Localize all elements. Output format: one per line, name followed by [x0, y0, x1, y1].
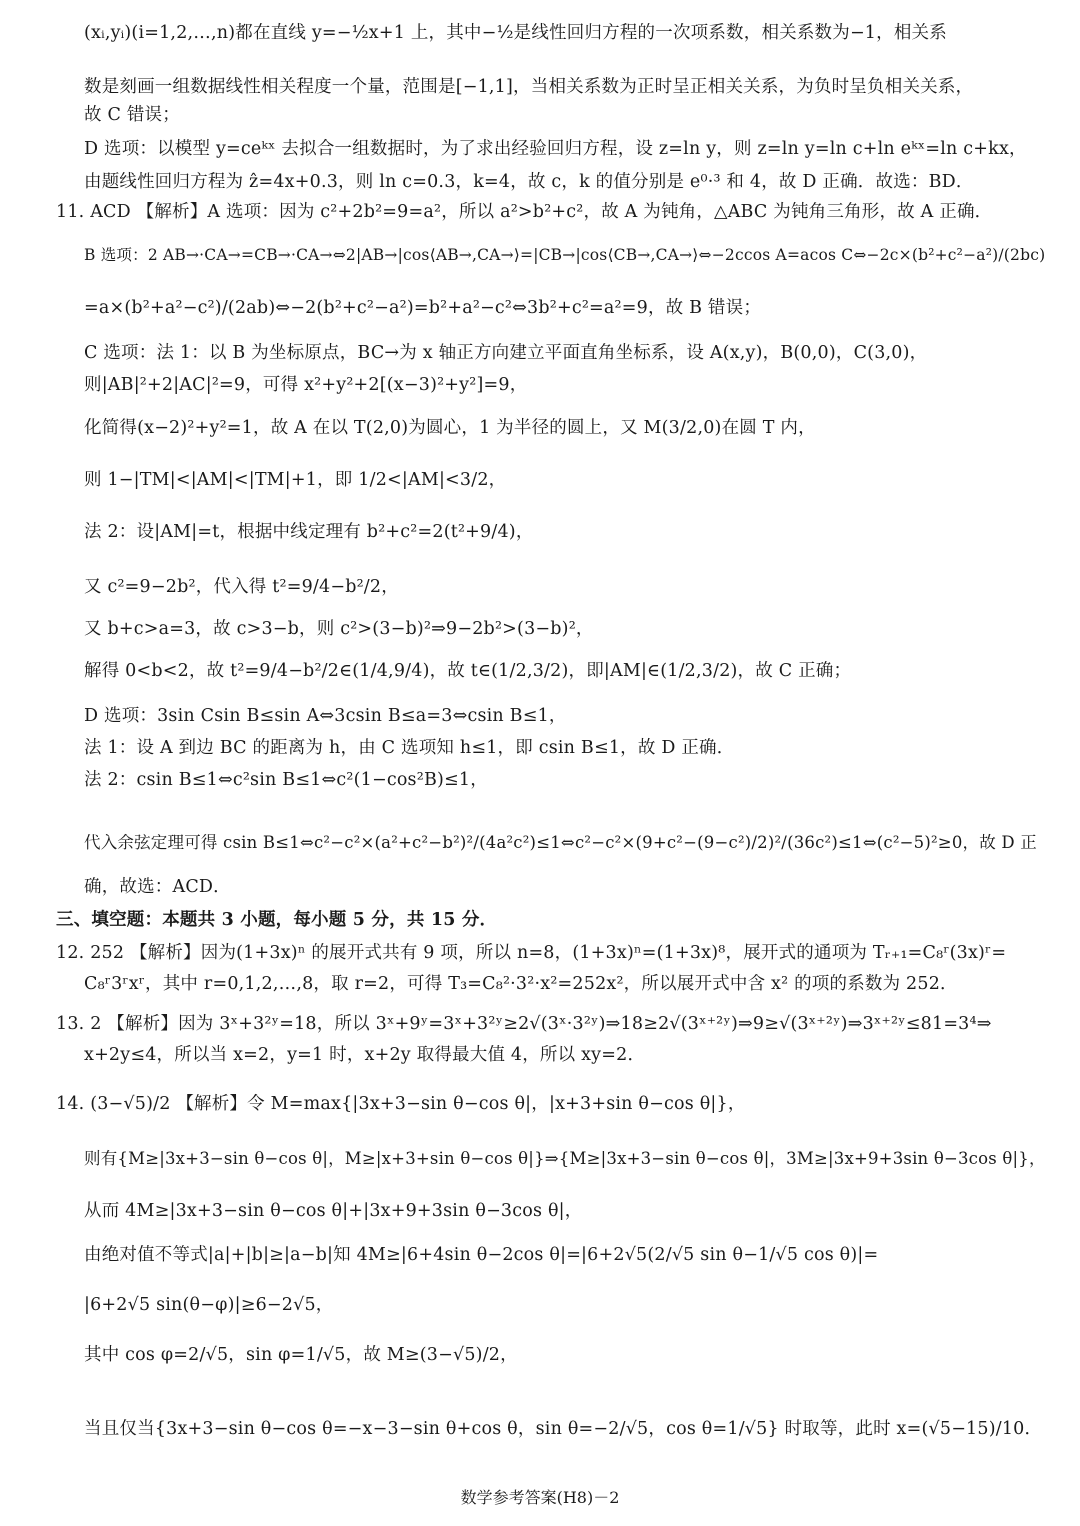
text-line: 化简得(x−2)²+y²=1，故 A 在以 T(2,0)为圆心，1 为半径的圆上，又 M(3/2,0)在圆 T 内， [84, 418, 816, 438]
text-line: 则 1−|TM|<|AM|<|TM|+1，即 1/2<|AM|<3/2， [84, 470, 507, 490]
text-line: 故 C 错误； [84, 105, 180, 125]
text-line: 数是刻画一组数据线性相关程度一个量，范围是[−1,1]，当相关系数为正时呈正相关关系，为负时呈负相关关系， [84, 77, 974, 97]
text-line: 13. 2 【解析】因为 3ˣ+3²ʸ=18，所以 3ˣ+9ʸ=3ˣ+3²ʸ≥2√(3ˣ·3²ʸ)⇒18≥2√(3ˣ⁺²ʸ)⇒9≥√(3ˣ⁺²ʸ)⇒3ˣ⁺²ʸ≤81=3⁴⇒ [56, 1014, 992, 1034]
text-line: 确，故选：ACD． [84, 877, 231, 897]
text-line: |6+2√5 sin(θ−φ)|≥6−2√5， [84, 1295, 334, 1315]
text-line: 解得 0<b<2，故 t²=9/4−b²/2∈(1/4,9/4)，故 t∈(1/2,3/2)，即|AM|∈(1/2,3/2)，故 C 正确； [84, 661, 852, 681]
text-line: 当且仅当{3x+3−sin θ−cos θ=−x−3−sin θ+cos θ，sin θ=−2/√5，cos θ=1/√5} 时取等，此时 x=(√5−15)/10． [84, 1419, 1043, 1439]
text-line: 则有{M≥|3x+3−sin θ−cos θ|，M≥|x+3+sin θ−cos θ|}⇒{M≥|3x+3−sin θ−cos θ|，3M≥|3x+9+3sin θ−3cos θ|}， [84, 1149, 1046, 1168]
text-line: 又 c²=9−2b²，代入得 t²=9/4−b²/2， [84, 577, 399, 597]
text-line: =a×(b²+a²−c²)/(2ab)⇔−2(b²+c²−a²)=b²+a²−c²⇔3b²+c²=a²=9，故 B 错误； [84, 298, 762, 318]
section-heading: 三、填空题：本题共 3 小题，每小题 5 分，共 15 分． [56, 910, 498, 930]
page-footer: 数学参考答案(H8)－2 [460, 1488, 620, 1507]
text-line: 12. 252 【解析】因为(1+3x)ⁿ 的展开式共有 9 项，所以 n=8，(1+3x)ⁿ=(1+3x)⁸，展开式的通项为 Tᵣ₊₁=C₈ʳ(3x)ʳ= [56, 943, 1007, 963]
text-line: 法 2：csin B≤1⇔c²sin B≤1⇔c²(1−cos²B)≤1， [84, 770, 488, 790]
text-line: 14. (3−√5)/2 【解析】令 M=max{|3x+3−sin θ−cos θ|，|x+3+sin θ−cos θ|}， [56, 1094, 746, 1114]
text-line: 由题线性回归方程为 ẑ=4x+0.3，则 ln c=0.3，k=4，故 c，k 的值分别是 e⁰·³ 和 4，故 D 正确．故选：BD． [84, 172, 974, 192]
text-line: C₈ʳ3ʳxʳ，其中 r=0,1,2,…,8，取 r=2，可得 T₃=C₈²·3²·x²=252x²，所以展开式中含 x² 的项的系数为 252． [84, 974, 958, 994]
text-line: 代入余弦定理可得 csin B≤1⇔c²−c²×(a²+c²−b²)²/(4a²c²)≤1⇔c²−c²×(9+c²−(9−c²)/2)²/(36c²)≤1⇔(c²−5)²≥0，故 D 正 [84, 833, 1037, 852]
text-line: D 选项：3sin Csin B≤sin A⇔3csin B≤a=3⇔csin B≤1， [84, 706, 567, 726]
text-line: 由绝对值不等式|a|+|b|≥|a−b|知 4M≥|6+4sin θ−2cos θ|=|6+2√5(2/√5 sin θ−1/√5 cos θ)|= [84, 1245, 879, 1265]
text-line: C 选项：法 1：以 B 为坐标原点，BC→为 x 轴正方向建立平面直角坐标系，设 A(x,y)，B(0,0)，C(3,0)， [84, 343, 928, 363]
text-line: 法 1：设 A 到边 BC 的距离为 h，由 C 选项知 h≤1，即 csin B≤1，故 D 正确． [84, 738, 735, 758]
text-line: x+2y≤4，所以当 x=2，y=1 时，x+2y 取得最大值 4，所以 xy=2． [84, 1045, 646, 1065]
text-line: 其中 cos φ=2/√5，sin φ=1/√5，故 M≥(3−√5)/2， [84, 1345, 518, 1365]
text-line: 则|AB|²+2|AC|²=9，可得 x²+y²+2[(x−3)²+y²]=9， [84, 375, 528, 395]
text-line: 法 2：设|AM|=t，根据中线定理有 b²+c²=2(t²+9/4)， [84, 522, 534, 542]
text-line: 11. ACD 【解析】A 选项：因为 c²+2b²=9=a²，所以 a²>b²+c²，故 A 为钝角，△ABC 为钝角三角形，故 A 正确． [56, 202, 993, 222]
text-line: (xᵢ,yᵢ)(i=1,2,…,n)都在直线 y=−½x+1 上，其中−½是线性回归方程的一次项系数，相关系数为−1，相关系 [84, 23, 947, 43]
text-line: D 选项：以模型 y=ceᵏˣ 去拟合一组数据时，为了求出经验回归方程，设 z=ln y，则 z=ln y=ln c+ln eᵏˣ=ln c+kx， [84, 139, 1027, 159]
text-line: B 选项：2 AB→·CA→=CB→·CA→⇔2|AB→|cos⟨AB→,CA→⟩=|CB→|cos⟨CB→,CA→⟩⇔−2ccos A=acos C⇔−2c×(b²+c²−a²)/(2bc) [84, 246, 1046, 264]
text-line: 又 b+c>a=3，故 c>3−b，则 c²>(3−b)²⇒9−2b²>(3−b)²， [84, 619, 594, 639]
text-line: 从而 4M≥|3x+3−sin θ−cos θ|+|3x+9+3sin θ−3cos θ|， [84, 1201, 583, 1221]
